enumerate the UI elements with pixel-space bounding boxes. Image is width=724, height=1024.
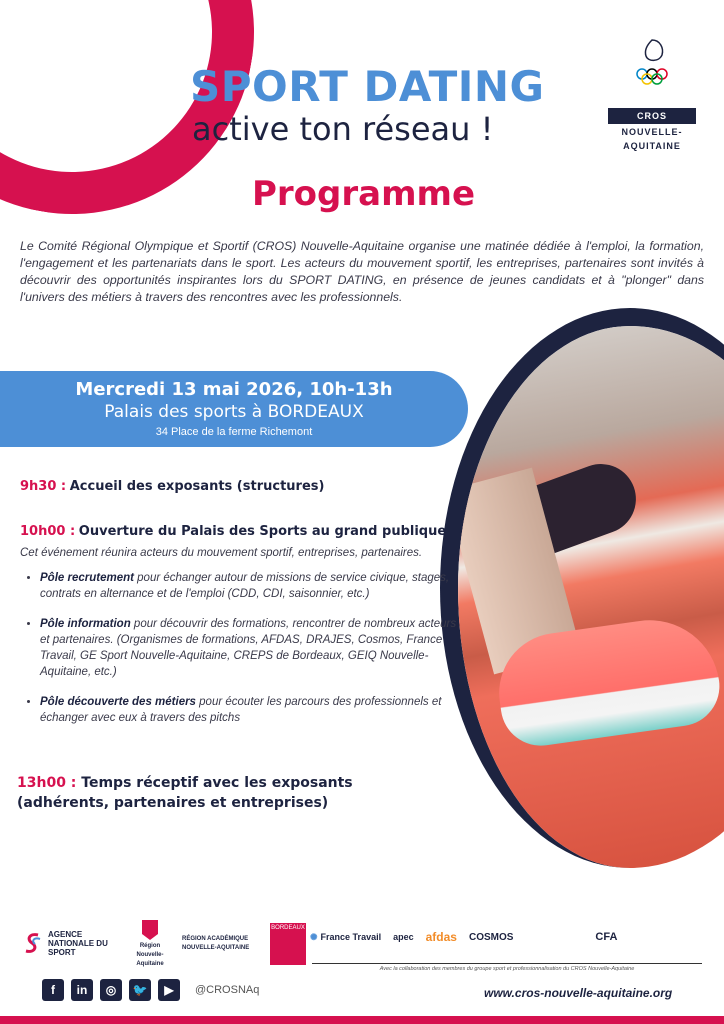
- france-travail-logo: ✺ France Travail: [310, 931, 382, 942]
- afdas-label: afdas: [425, 930, 457, 944]
- website-link[interactable]: www.cros-nouvelle-aquitaine.org: [484, 986, 673, 1000]
- intro-paragraph: Le Comité Régional Olympique et Sportif (CROS) Nouvelle-Aquitaine organise une matinée dédiée à l'emploi, la formation, l'engagement et les partenariats dans le sport. Les acteurs du mouvement sportif, les entreprises, partenaires sont invités à découvrir des opportunités inspirantes lors du SPORT DATING, en présence de jeunes candidats et à "plonger" dans l'univers des métiers à travers des rencontres avec les professionnels.: [20, 239, 704, 304]
- section-title: Programme: [252, 174, 476, 214]
- pole-name: Pôle information: [40, 618, 131, 630]
- footer-bar: [0, 1016, 724, 1024]
- olympic-rooster-icon: [612, 22, 692, 102]
- france-travail-label: France Travail: [320, 932, 382, 942]
- cosmos-logo: [469, 932, 513, 943]
- page-title: SPORT DATING: [190, 62, 545, 111]
- schedule-description: Cet événement réunira acteurs du mouvement sportif, entreprises, partenaires.: [20, 547, 423, 559]
- linkedin-icon[interactable]: in: [71, 979, 93, 1001]
- cfa-logo: [595, 931, 617, 943]
- cosmos-label: COSMOS: [468, 931, 514, 943]
- list-item: [40, 694, 460, 726]
- sport-photo: [440, 308, 724, 868]
- pole-name: Pôle découverte des métiers: [40, 696, 196, 708]
- social-bar: [42, 979, 259, 1001]
- schedule-time: 9h30 :: [20, 479, 67, 494]
- bordeaux-label: BORDEAUX: [271, 924, 305, 931]
- partner-logos-right: [310, 930, 617, 944]
- schedule-item-3: [17, 773, 437, 813]
- schedule-item-2: [20, 523, 460, 539]
- ans-label: AGENCE NATIONALE DU SPORT: [48, 930, 108, 957]
- region-label-2: AQUITAINE: [623, 141, 681, 151]
- pole-text: pour découvrir des formations, rencontrer de nombreux acteurs et partenaires. (Organismes de formations, AFDAS, DRAJES, Cosmos, France Travail, GE Sport Nouvelle-Aquitaine, CREPS de Bordeaux, GEIQ Nouvelle-Aquitaine, etc.): [40, 618, 457, 678]
- schedule-item-1: [20, 478, 460, 494]
- event-place: Palais des sports à BORDEAUX: [104, 402, 364, 422]
- partner-logos-left: [22, 918, 306, 969]
- collaboration-note: Avec la collaboration des membres du groupe sport et professionnalisation du CROS Nouvelle-Aquitaine: [312, 963, 702, 972]
- cfa-label: CFA: [595, 931, 618, 943]
- cros-label: CROS: [608, 108, 696, 124]
- region-label: Région Nouvelle-Aquitaine: [136, 943, 164, 967]
- cros-logo: [608, 22, 696, 152]
- schedule-title: Ouverture du Palais des Sports au grand publique: [78, 524, 447, 539]
- apec-label: apec: [393, 932, 414, 942]
- schedule-title: Temps réceptif avec les exposants (adhérents, partenaires et entreprises): [17, 775, 353, 811]
- academie-logo: [182, 935, 258, 953]
- pole-text: pour écouter les parcours des professionnels et échanger avec eux à travers des pitchs: [40, 696, 442, 724]
- page-subtitle: active ton réseau !: [192, 110, 494, 148]
- schedule-time: 10h00 :: [20, 524, 76, 539]
- pole-name: Pôle recrutement: [40, 572, 134, 584]
- instagram-icon[interactable]: ◎: [100, 979, 122, 1001]
- poles-list: [20, 570, 460, 740]
- region-logo: [130, 918, 170, 969]
- schedule-time: 13h00 :: [17, 775, 77, 791]
- list-item: [40, 570, 460, 602]
- bordeaux-logo: [270, 923, 306, 965]
- youtube-icon[interactable]: ▶: [158, 979, 180, 1001]
- list-item: [40, 616, 460, 680]
- schedule-title: Accueil des exposants (structures): [69, 479, 325, 494]
- academie-label: RÉGION ACADÉMIQUE NOUVELLE-AQUITAINE: [182, 935, 250, 951]
- apec-logo: [393, 932, 414, 942]
- region-label-1: NOUVELLE-: [621, 127, 683, 137]
- twitter-icon[interactable]: 🐦: [129, 979, 151, 1001]
- pole-text: pour échanger autour de missions de service civique, stages, contrats en alternance et de l'emploi (CDD, CDI, saisonnier, etc.): [40, 572, 450, 600]
- afdas-logo: [426, 930, 457, 944]
- facebook-icon[interactable]: f: [42, 979, 64, 1001]
- social-handle: @CROSNAq: [195, 984, 260, 996]
- ans-logo: [22, 930, 118, 957]
- event-date: Mercredi 13 mai 2026, 10h-13h: [75, 379, 393, 400]
- event-address: 34 Place de la ferme Richemont: [155, 426, 313, 438]
- event-info-box: [0, 371, 468, 447]
